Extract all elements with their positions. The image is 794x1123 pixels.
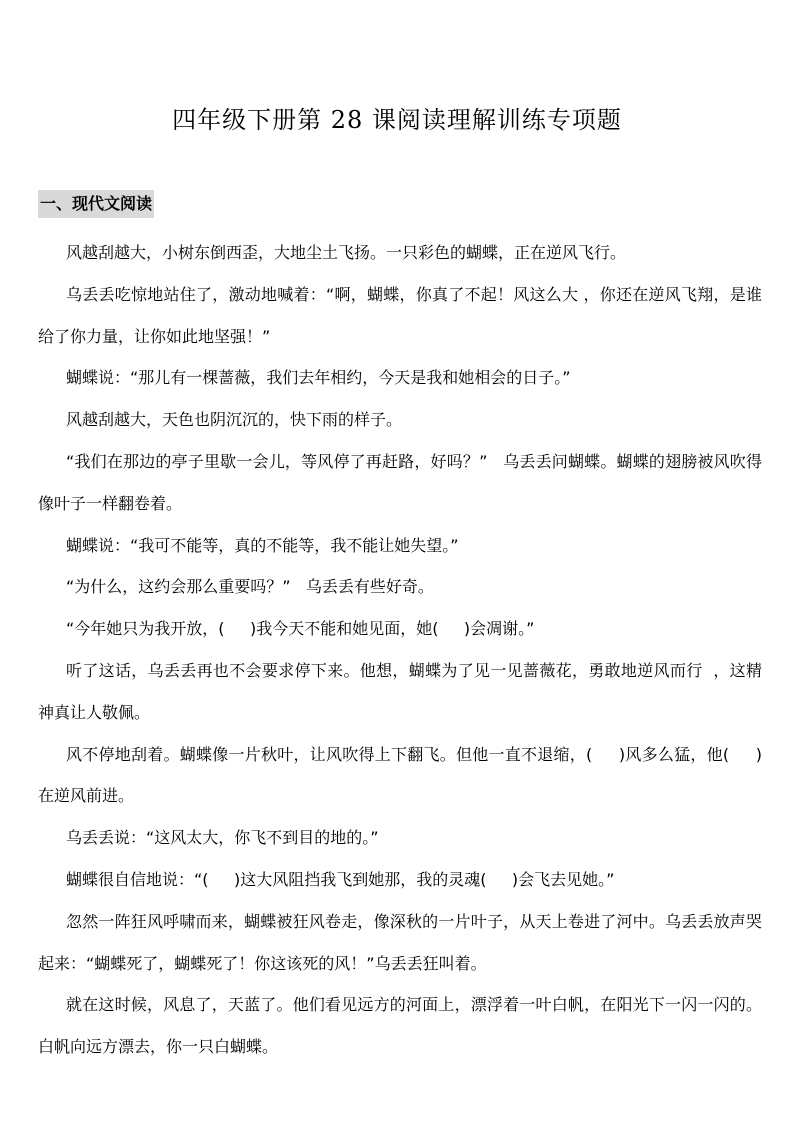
paragraph-9: 听了这话，乌丢丢再也不会要求停下来。他想，蝴蝶为了见一见蔷薇花，勇敢地逆风而行 ，这精神真让人敬佩。 bbox=[38, 660, 762, 722]
paragraph-3: 蝴蝶说：“那儿有一棵蔷薇，我们去年相约，今天是我和她相会的日子。” bbox=[66, 368, 571, 388]
paragraph-8: “今年她只为我开放，( )我今天不能和她见面，她( )会凋谢。” bbox=[66, 619, 535, 639]
page-title: 四年级下册第 28 课阅读理解训练专项题 bbox=[172, 106, 622, 134]
paragraph-12: 蝴蝶很自信地说：“( )这大风阻挡我飞到她那，我的灵魂( )会飞去见她。” bbox=[66, 869, 615, 889]
paragraph-7: “为什么，这约会那么重要吗？” 乌丢丢有些好奇。 bbox=[66, 577, 434, 597]
paragraph-14: 就在这时候，风息了，天蓝了。他们看见远方的河面上，漂浮着一叶白帆，在阳光下一闪一闪的。白帆向远方漂去，你一只白蝴蝶。 bbox=[38, 995, 762, 1057]
passage-body bbox=[38, 232, 762, 1068]
paragraph-4: 风越刮越大，天色也阴沉沉的，快下雨的样子。 bbox=[66, 410, 403, 430]
paragraph-5: “我们在那边的亭子里歇一会儿，等风停了再赶路，好吗？” 乌丢丢问蝴蝶。蝴蝶的翅膀被风吹得像叶子一样翻卷着。 bbox=[38, 451, 762, 513]
paragraph-11: 乌丢丢说：“这风太大，你飞不到目的地的。” bbox=[66, 828, 379, 848]
paragraph-1: 风越刮越大，小树东倒西歪，大地尘土飞扬。一只彩色的蝴蝶，正在逆风飞行。 bbox=[66, 243, 627, 262]
paragraph-13: 忽然一阵狂风呼啸而来，蝴蝶被狂风卷走，像深秋的一片叶子，从天上卷进了河中。乌丢丢放声哭起来：“蝴蝶死了，蝴蝶死了！你这该死的风！”乌丢丢狂叫着。 bbox=[38, 911, 762, 973]
paragraph-10: 风不停地刮着。蝴蝶像一片秋叶，让风吹得上下翻飞。但他一直不退缩，( )风多么猛，他( )在逆风前进。 bbox=[38, 744, 762, 806]
paragraph-6: 蝴蝶说：“我可不能等，真的不能等，我不能让她失望。” bbox=[66, 535, 459, 555]
paragraph-2: 乌丢丢吃惊地站住了，激动地喊着：“啊，蝴蝶，你真了不起！风这么大 ，你还在逆风飞翔，是谁给了你力量，让你如此地坚强！” bbox=[38, 284, 762, 346]
section-heading: 一、现代文阅读 bbox=[38, 190, 154, 218]
